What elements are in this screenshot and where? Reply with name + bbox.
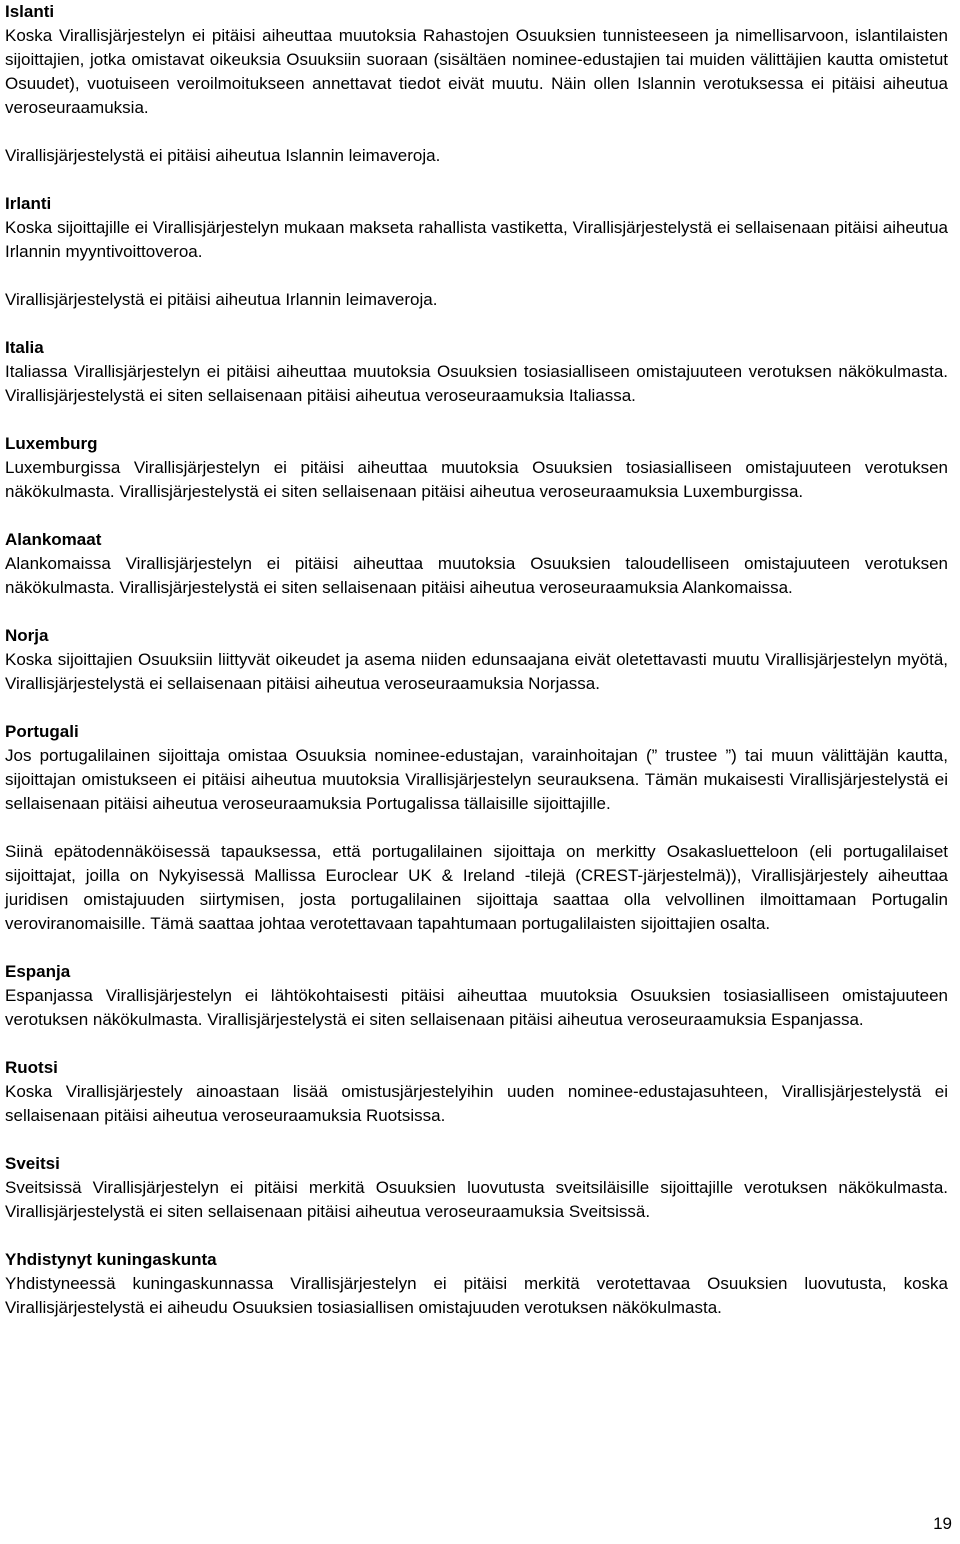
section-heading: Luxemburg: [5, 434, 98, 453]
section-portugali: [5, 720, 948, 936]
section-paragraph: Italiassa Virallisjärjestelyn ei pitäisi aiheuttaa muutoksia Osuuksien tosiasialliseen omistajuuteen verotuksen näkökulmasta. Virallisjärjestelystä ei siten sellaisenaan pitäisi aiheutua veroseuraamuksia Italiassa.: [5, 362, 948, 405]
page-number: 19: [933, 1514, 952, 1533]
section-italia: [5, 336, 948, 408]
section-heading: Islanti: [5, 2, 55, 21]
section-heading: Alankomaat: [5, 530, 102, 549]
section-paragraph: Espanjassa Virallisjärjestelyn ei lähtökohtaisesti pitäisi aiheuttaa muutoksia Osuuksien tosiasialliseen omistajuuteen verotuksen näkökulmasta. Virallisjärjestelystä ei siten sellaisenaan pitäisi aiheutua veroseuraamuksia Espanjassa.: [5, 986, 948, 1029]
section-ruotsi: [5, 1056, 948, 1128]
section-espanja: [5, 960, 948, 1032]
section-heading: Ruotsi: [5, 1058, 58, 1077]
section-heading: Irlanti: [5, 194, 52, 213]
section-heading: Yhdistynyt kuningaskunta: [5, 1250, 217, 1269]
section-irlanti: [5, 192, 948, 312]
section-paragraph: Virallisjärjestelystä ei pitäisi aiheutua Irlannin leimaveroja.: [5, 290, 438, 309]
section-heading: Portugali: [5, 722, 79, 741]
section-luxemburg: [5, 432, 948, 504]
section-heading: Sveitsi: [5, 1154, 60, 1173]
section-heading: Italia: [5, 338, 44, 357]
section-norja: [5, 624, 948, 696]
section-paragraph: Koska sijoittajien Osuuksiin liittyvät oikeudet ja asema niiden edunsaajana eivät oletettavasti muutu Virallisjärjestelyn myötä, Virallisjärjestelystä ei sellaisenaan pitäisi aiheutua veroseuraamuksia Norjassa.: [5, 650, 948, 693]
section-heading: Espanja: [5, 962, 71, 981]
section-paragraph: Koska sijoittajille ei Virallisjärjestelyn mukaan makseta rahallista vastiketta, Virallisjärjestelystä ei sellaisenaan pitäisi aiheutua Irlannin myyntivoittoveroa.: [5, 218, 948, 261]
section-heading: Norja: [5, 626, 49, 645]
section-paragraph: Koska Virallisjärjestelyn ei pitäisi aiheuttaa muutoksia Rahastojen Osuuksien tunnisteeseen ja nimellisarvoon, islantilaisten sijoittajien, jotka omistavat oikeuksia Osuuksiin suoraan (sisältäen nominee-edustajien tai muiden välittäjien kautta omistetut Osuudet), vuotuiseen veroilmoitukseen annettavat tiedot eivät muutu. Näin ollen Islannin verotuksessa ei pitäisi aiheutua veroseuraamuksia.: [5, 26, 948, 117]
section-paragraph: Yhdistyneessä kuningaskunnassa Virallisjärjestelyn ei pitäisi merkitä verotettavaa Osuuksien luovutusta, koska Virallisjärjestelystä ei aiheudu Osuuksien tosiasiallisen omistajuuden verotuksen näkökulmasta.: [5, 1274, 948, 1317]
section-paragraph: Koska Virallisjärjestely ainoastaan lisää omistusjärjestelyihin uuden nominee-edustajasuhteen, Virallisjärjestelystä ei sellaisenaan pitäisi aiheutua veroseuraamuksia Ruotsissa.: [5, 1082, 948, 1125]
section-islanti: [5, 0, 948, 168]
section-paragraph: Alankomaissa Virallisjärjestelyn ei pitäisi aiheuttaa muutoksia Osuuksien taloudelliseen omistajuuteen verotuksen näkökulmasta. Virallisjärjestelystä ei siten sellaisenaan pitäisi aiheutua veroseuraamuksia Alankomaissa.: [5, 554, 948, 597]
section-paragraph: Jos portugalilainen sijoittaja omistaa Osuuksia nominee-edustajan, varainhoitajan (” trustee ”) tai muun välittäjän kautta, sijoittajan omistukseen ei pitäisi aiheutua muutoksia Virallisjärjestelyn seurauksena. Tämän mukaisesti Virallisjärjestelystä ei sellaisenaan pitäisi aiheutua veroseuraamuksia Portugalissa tällaisille sijoittajille.: [5, 746, 948, 813]
section-paragraph: Sveitsissä Virallisjärjestelyn ei pitäisi merkitä Osuuksien luovutusta sveitsiläisille sijoittajille verotuksen näkökulmasta. Virallisjärjestelystä ei siten sellaisenaan pitäisi aiheutua veroseuraamuksia Sveitsissä.: [5, 1178, 948, 1221]
document-page: [5, 0, 948, 1320]
section-sveitsi: [5, 1152, 948, 1224]
section-paragraph: Siinä epätodennäköisessä tapauksessa, että portugalilainen sijoittaja on merkitty Osakasluetteloon (eli portugalilaiset sijoittajat, joilla on Nykyisessä Mallissa Euroclear UK & Ireland -tilejä (CREST-järjestelmä)), Virallisjärjestely aiheuttaa juridisen omistajuuden siirtymisen, josta portugalilainen sijoittaja saattaa olla velvollinen ilmoittamaan Portugalin veroviranomaisille. Tämä saattaa johtaa verotettavaan tapahtumaan portugalilaisten sijoittajien osalta.: [5, 842, 948, 933]
section-alankomaat: [5, 528, 948, 600]
section-yhdistynyt-kuningaskunta: [5, 1248, 948, 1320]
section-paragraph: Luxemburgissa Virallisjärjestelyn ei pitäisi aiheuttaa muutoksia Osuuksien tosiasialliseen omistajuuteen verotuksen näkökulmasta. Virallisjärjestelystä ei siten sellaisenaan pitäisi aiheutua veroseuraamuksia Luxemburgissa.: [5, 458, 948, 501]
section-paragraph: Virallisjärjestelystä ei pitäisi aiheutua Islannin leimaveroja.: [5, 146, 441, 165]
